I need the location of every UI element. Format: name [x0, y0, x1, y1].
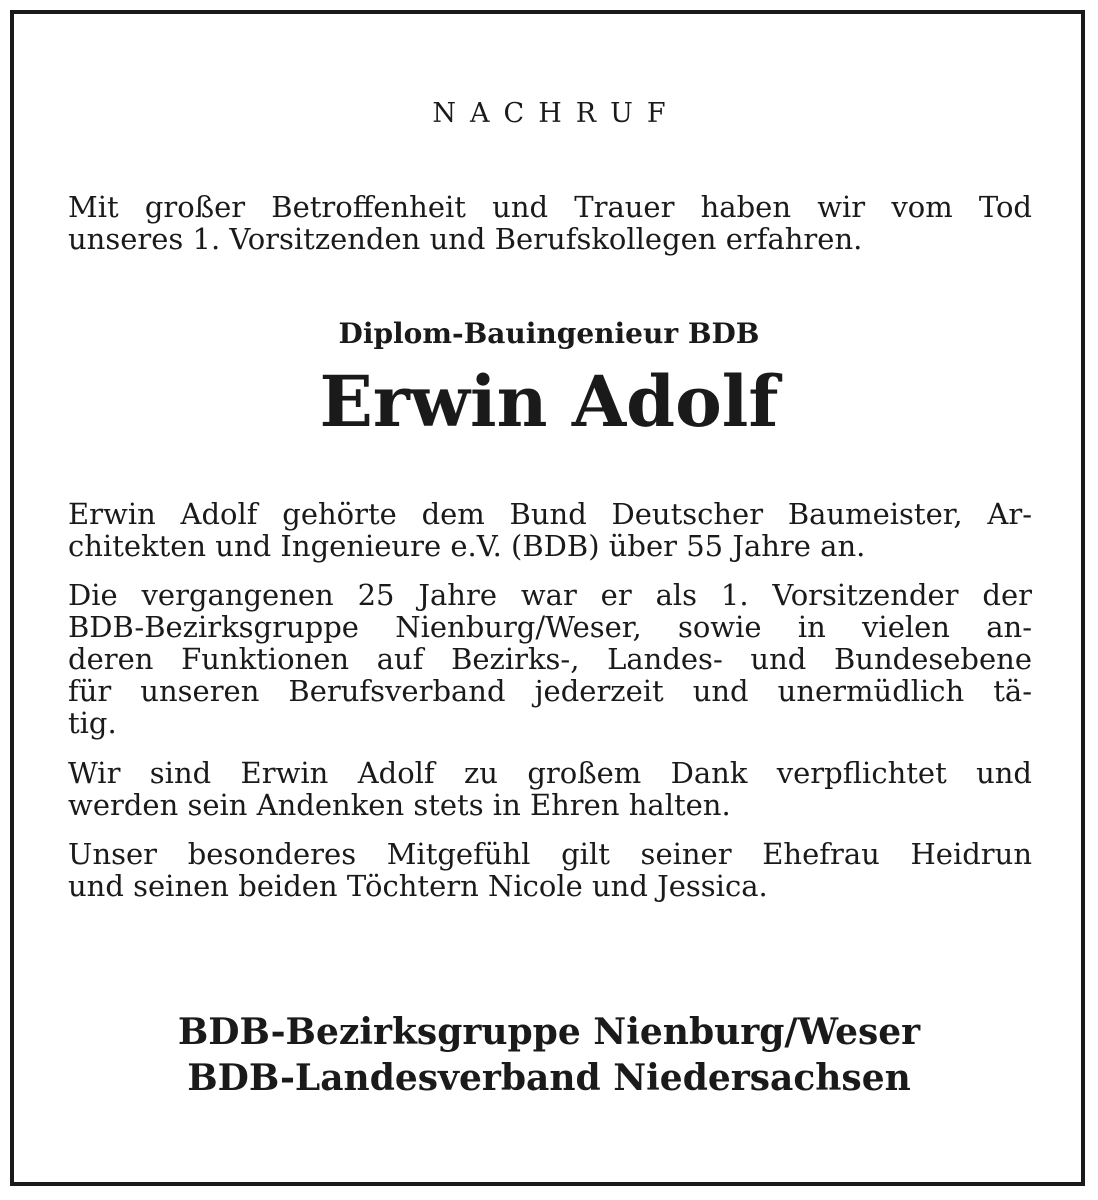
person-name: Erwin Adolf: [319, 360, 779, 443]
obituary-heading: NACHRUF: [432, 98, 680, 129]
body-line: BDB-Bezirksgruppe Nienburg/Weser, sowie in vielen an-: [68, 610, 1032, 644]
body-paragraph-condolence: [68, 838, 1032, 902]
body-line: Wir sind Erwin Adolf zu großem Dank verpflichtet und: [68, 756, 1032, 790]
body-line: Die vergangenen 25 Jahre war er als 1. Vorsitzender der: [68, 578, 1032, 612]
body-paragraph-membership: [68, 498, 1032, 562]
intro-line: unseres 1. Vorsitzenden und Berufskollegen erfahren.: [68, 222, 863, 256]
body-line: Erwin Adolf gehörte dem Bund Deutscher Baumeister, Ar-: [68, 497, 1032, 531]
body-line: chitekten und Ingenieure e.V. (BDB) über 55 Jahre an.: [68, 529, 866, 563]
body-line: tig.: [68, 706, 117, 740]
body-line: und seinen beiden Töchtern Nicole und Jessica.: [68, 869, 768, 903]
intro-paragraph: [68, 191, 1032, 255]
body-line: deren Funktionen auf Bezirks-, Landes- und Bundesebene: [68, 642, 1032, 676]
signature-district-group: BDB-Bezirksgruppe Nienburg/Weser: [177, 1011, 921, 1053]
body-line: Unser besonderes Mitgefühl gilt seiner Ehefrau Heidrun: [68, 837, 1032, 871]
body-line: werden sein Andenken stets in Ehren halten.: [68, 788, 731, 822]
body-paragraph-chairmanship: [68, 579, 1032, 739]
signature-state-association: BDB-Landesverband Niedersachsen: [187, 1057, 911, 1099]
person-title: Diplom-Bauingenieur BDB: [338, 317, 760, 350]
body-paragraph-gratitude: [68, 757, 1032, 821]
intro-line: Mit großer Betroffenheit und Trauer haben wir vom Tod: [68, 190, 1032, 224]
body-line: für unseren Berufsverband jederzeit und unermüdlich tä-: [68, 674, 1032, 708]
